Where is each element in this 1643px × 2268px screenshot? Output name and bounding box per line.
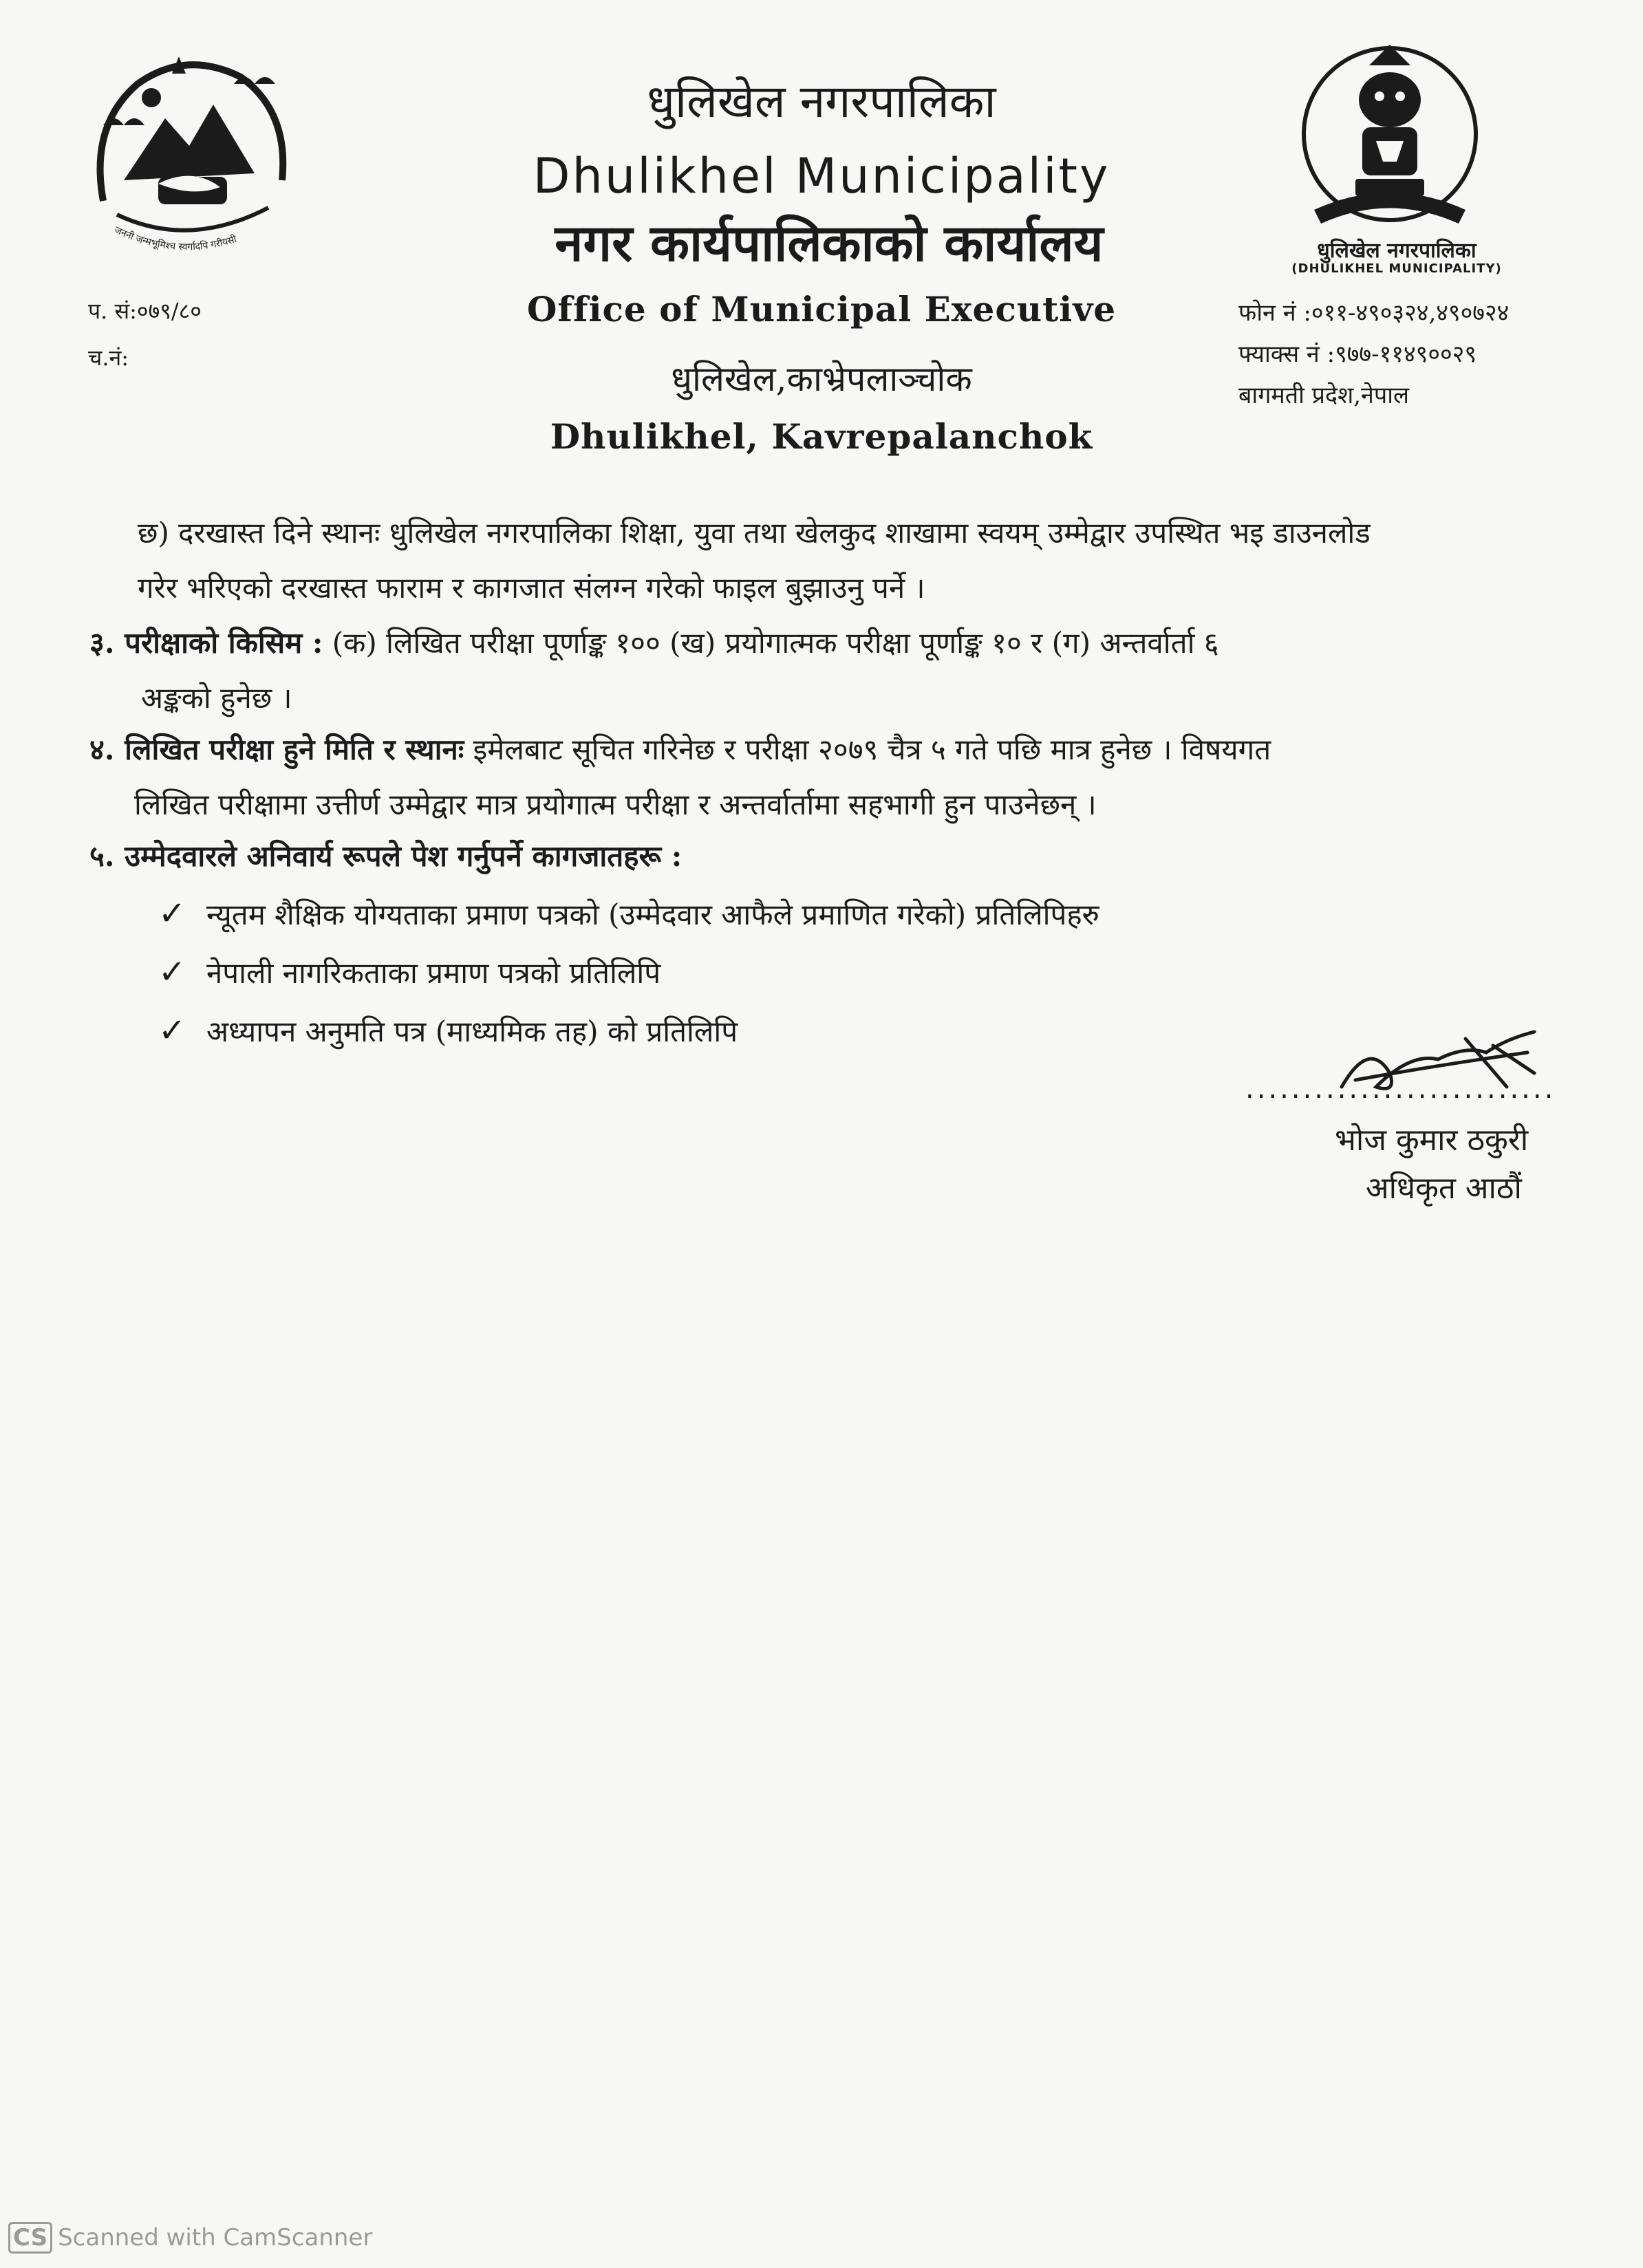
location-en: Dhulikhel, Kavrepalanchok [550, 416, 1093, 457]
para-cha-line-2: गरेर भरिएको दरखास्त फाराम र कागजात संलग्न गरेको फाइल बुझाउनु पर्ने । [138, 571, 925, 605]
office-title-np: नगर कार्यपालिकाको कार्यालय [555, 214, 1104, 273]
checkmark-icon: ✓ [158, 1011, 186, 1050]
fax-number: फ्याक्स नं :९७७-११४९००२९ [1238, 341, 1477, 368]
section-3-heading: ३. परीक्षाको किसिम : [89, 626, 323, 660]
section-4-line-2: लिखित परीक्षामा उत्तीर्ण उम्मेद्वार मात्र प्रयोगात्म परीक्षा र अन्तर्वार्तामा सहभागी हुन पाउनेछन् । [134, 788, 1097, 821]
letter-number: प. सं:०७९/८० [88, 298, 202, 324]
camscanner-watermark [8, 2222, 372, 2254]
municipality-title-en: Dhulikhel Municipality [533, 148, 1110, 204]
checkmark-icon: ✓ [158, 953, 186, 991]
dispatch-number: च.नं: [88, 345, 129, 371]
section-4-heading: ४. लिखित परीक्षा हुने मिति र स्थानः [89, 733, 464, 766]
camscanner-icon: CS [8, 2222, 52, 2254]
logo-caption-en: (DHULIKHEL MUNICIPALITY) [1291, 261, 1502, 276]
checkmark-icon: ✓ [158, 894, 186, 933]
section-3-line-1 [89, 623, 1219, 662]
checklist-item [158, 953, 661, 992]
section-5-heading: ५. उम्मेदवारले अनिवार्य रूपले पेश गर्नुपर्ने कागजातहरू : [89, 839, 683, 873]
signatory-name: भोज कुमार ठकुरी [1335, 1123, 1529, 1158]
province-address: बागमती प्रदेश,नेपाल [1238, 382, 1410, 409]
section-4-text: इमेलबाट सूचित गरिनेछ र परीक्षा २०७९ चैत्र ५ गते पछि मात्र हुनेछ । विषयगत [464, 733, 1271, 766]
office-title-en: Office of Municipal Executive [526, 289, 1117, 330]
checklist-item-text: न्यूतम शैक्षिक योग्यताका प्रमाण पत्रको (उम्मेदवार आफैले प्रमाणित गरेको) प्रतिलिपिहरु [206, 898, 1099, 931]
signatory-role: अधिकृत आठौं [1366, 1171, 1522, 1206]
municipality-title-np: धुलिखेल नगरपालिका [647, 75, 996, 128]
emblem-motto: जननी जन्मभूमिश्च स्वर्गादपि गरीयसी [112, 224, 238, 253]
para-cha-line-1: छ) दरखास्त दिने स्थानः धुलिखेल नगरपालिका शिक्षा, युवा तथा खेलकुद शाखामा स्वयम् उम्मेद्वार उपस्थित भइ डाउनलोड [138, 516, 1371, 550]
checklist-item [158, 1011, 738, 1050]
checklist-item-text: नेपाली नागरिकताका प्रमाण पत्रको प्रतिलिपि [206, 956, 661, 990]
logo-caption-np: धुलिखेल नगरपालिका [1317, 239, 1476, 263]
section-4-line-1 [89, 729, 1271, 768]
camscanner-text: Scanned with CamScanner [58, 2224, 373, 2251]
section-3-line-2: अङ्कको हुनेछ । [141, 681, 292, 715]
section-3-text: (क) लिखित परीक्षा पूर्णाङ्क १०० (ख) प्रयोगात्मक परीक्षा पूर्णाङ्क १० र (ग) अन्तर्वार्ता ६ [323, 626, 1219, 660]
checklist-item [158, 894, 1099, 933]
signature-line: ........................... [1245, 1073, 1556, 1105]
checklist-item-text: अध्यापन अनुमति पत्र (माध्यमिक तह) को प्रतिलिपि [206, 1015, 738, 1048]
phone-number: फोन नं :०११-४९०३२४,४९०७२४ [1238, 299, 1510, 327]
location-np: धुलिखेल,काभ्रेपलाञ्चोक [671, 359, 972, 399]
